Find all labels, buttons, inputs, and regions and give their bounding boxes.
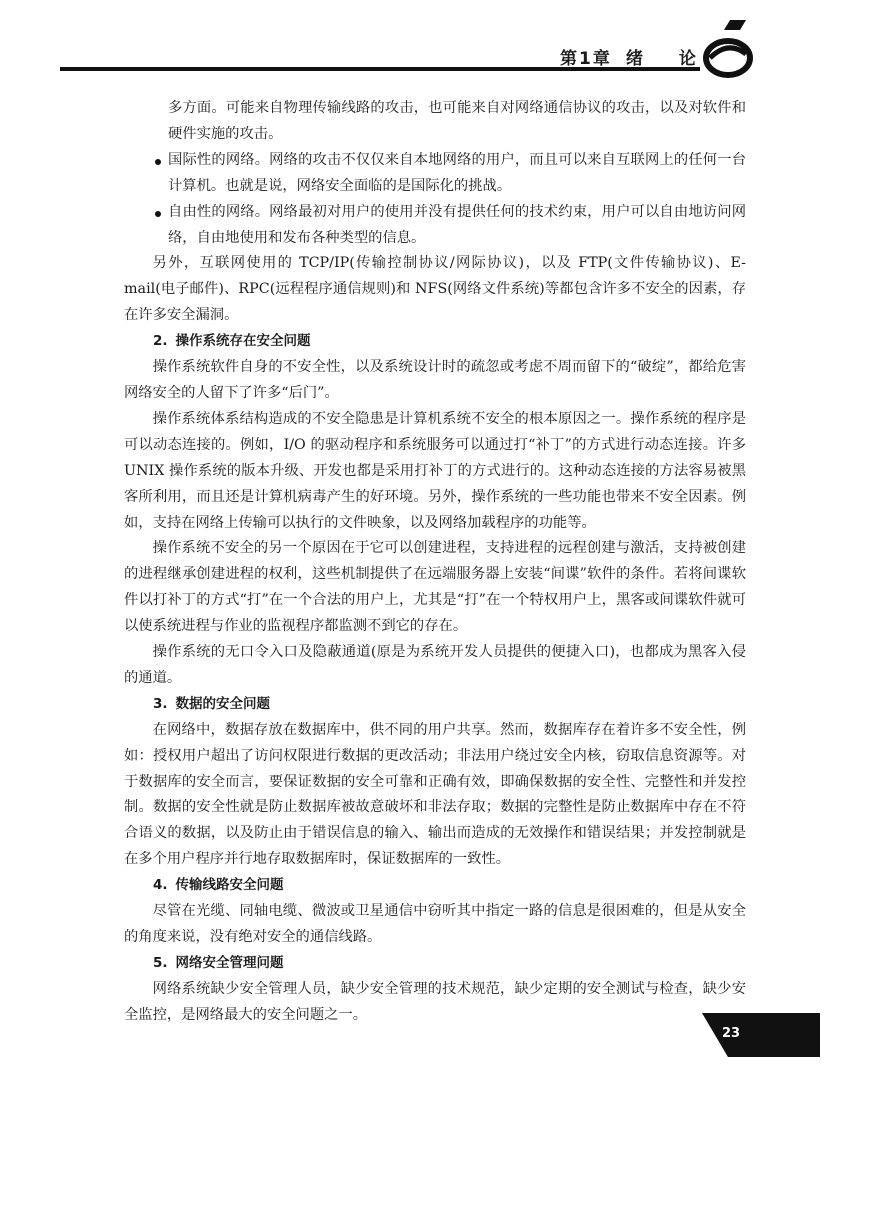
section-heading-3 — [124, 692, 746, 718]
chapter-number: 第1章 — [560, 49, 612, 69]
section-title: 网络安全管理问题 — [175, 954, 284, 971]
bullet-dot-icon — [155, 159, 161, 165]
bullet-dot-icon — [155, 211, 161, 217]
chapter-title-char2: 论 — [678, 49, 698, 69]
section-number: 4. — [153, 877, 168, 894]
section-heading-2 — [124, 329, 746, 355]
section-number: 3. — [153, 695, 168, 712]
paragraph: 在网络中，数据存放在数据库中，供不同的用户共享。然而，数据库存在着许多不安全性，例如：授权用户超出了访问权限进行数据的更改活动；非法用户绕过安全内核，窃取信息资源等。对于数据库的安全而言，要保证数据的安全可靠和正确有效，即确保数据的安全性、完整性和并发控制。数据的安全性就是防止数据库被故意破坏和非法存取；数据的完整性是防止数据库中存在不符合语义的数据，以及防止由于错误信息的输入、输出而造成的无效操作和错误结果；并发控制就是在多个用户程序并行地存取数据库时，保证数据库的一致性。 — [124, 721, 746, 868]
section-heading-5 — [124, 951, 746, 977]
chapter-logo-icon — [700, 18, 756, 78]
paragraph: 操作系统软件自身的不安全性，以及系统设计时的疏忽或考虑不周而留下的“破绽”，都给危害网络安全的人留下了许多“后门”。 — [124, 359, 746, 401]
section-title: 传输线路安全问题 — [175, 877, 284, 894]
page-number-tab — [702, 1013, 820, 1057]
running-header — [560, 44, 700, 69]
bullet-item — [124, 200, 746, 252]
section-title: 操作系统存在安全问题 — [175, 333, 311, 350]
section-heading-4 — [124, 873, 746, 899]
paragraph: 操作系统不安全的另一个原因在于它可以创建进程，支持进程的远程创建与激活，支持被创建的进程继承创建进程的权利，这些机制提供了在远端服务器上安装“间谍”软件的条件。若将间谍软件以打补丁的方式“打”在一个合法的用户上，尤其是“打”在一个特权用户上，黑客或间谍软件就可以使系统进程与作业的监视程序都监测不到它的存在。 — [124, 540, 746, 635]
section-number: 2. — [153, 333, 168, 350]
section-number: 5. — [153, 954, 168, 971]
page-number: 23 — [722, 1026, 741, 1041]
section-title: 数据的安全问题 — [175, 695, 271, 712]
paragraph: 网络系统缺少安全管理人员，缺少安全管理的技术规范，缺少定期的安全测试与检查，缺少安全监控，是网络最大的安全问题之一。 — [124, 980, 746, 1023]
bullet-text: 国际性的网络。网络的攻击不仅仅来自本地网络的用户，而且可以来自互联网上的任何一台计算机。也就是说，网络安全面临的是国际化的挑战。 — [168, 151, 746, 194]
paragraph: 操作系统的无口令入口及隐蔽通道(原是为系统开发人员提供的便捷入口)，也都成为黑客入侵的通道。 — [124, 644, 746, 686]
bullet-text: 自由性的网络。网络最初对用户的使用并没有提供任何的技术约束，用户可以自由地访问网络，自由地使用和发布各种类型的信息。 — [168, 203, 746, 246]
paragraph: 尽管在光缆、同轴电缆、微波或卫星通信中窃听其中指定一路的信息是很困难的，但是从安全的角度来说，没有绝对安全的通信线路。 — [124, 903, 746, 945]
paragraph: 另外，互联网使用的 TCP/IP(传输控制协议/网际协议)，以及 FTP(文件传输协议)、E-mail(电子邮件)、RPC(远程程序通信规则)和 NFS(网络文件系统)等都包含许多不安全的因素，存在许多安全漏洞。 — [124, 255, 746, 324]
paragraph: 多方面。可能来自物理传输线路的攻击，也可能来自对网络通信协议的攻击，以及对软件和硬件实施的攻击。 — [168, 100, 746, 142]
bullet-item — [124, 148, 746, 200]
page-body — [124, 96, 746, 1029]
paragraph: 操作系统体系结构造成的不安全隐患是计算机系统不安全的根本原因之一。操作系统的程序是可以动态连接的。例如，I/O 的驱动程序和系统服务可以通过打“补丁”的方式进行动态连接。许多 UNIX 操作系统的版本升级、开发也都是采用打补丁的方式进行的。这种动态连接的方法容易被黑客所利用，而且还是计算机病毒产生的好环境。另外，操作系统的一些功能也带来不安全因素。例如，支持在网络上传输可以执行的文件映象，以及网络加载程序的功能等。 — [124, 410, 746, 531]
chapter-title-char1: 绪 — [625, 49, 645, 69]
